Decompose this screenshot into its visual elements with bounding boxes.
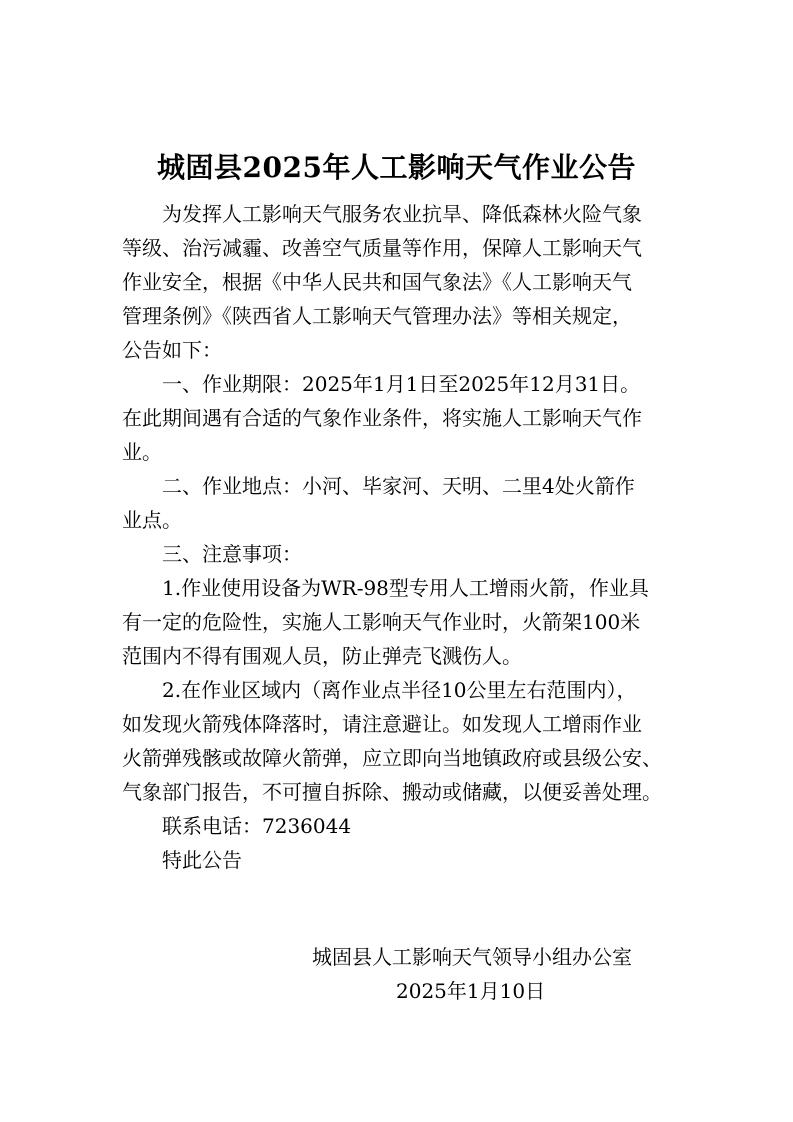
period-line-1: 一、作业期限：2025年1月1日至2025年12月31日。 bbox=[162, 372, 641, 396]
signature-org: 城固县人工影响天气领导小组办公室 bbox=[312, 945, 632, 969]
notice-2-line-3: 火箭弹残骸或故障火箭弹，应立即向当地镇政府或县级公安、 bbox=[122, 746, 662, 770]
intro-line-4: 管理条例》《陕西省人工影响天气管理办法》等相关规定， bbox=[122, 304, 632, 328]
period-line-3: 业。 bbox=[122, 440, 162, 464]
location-line-2: 业点。 bbox=[122, 508, 182, 532]
intro-line-1: 为发挥人工影响天气服务农业抗旱、降低森林火险气象 bbox=[162, 202, 642, 226]
notice-2-line-2: 如发现火箭残体降落时，请注意避让。如发现人工增雨作业 bbox=[122, 712, 642, 736]
notice-1-line-2: 有一定的危险性，实施人工影响天气作业时，火箭架100米 bbox=[122, 610, 641, 634]
notice-2-line-4: 气象部门报告，不可擅自拆除、搬动或储藏，以便妥善处理。 bbox=[122, 780, 662, 804]
contact-phone: 联系电话：7236044 bbox=[162, 814, 352, 838]
notice-1-line-1: 1.作业使用设备为WR-98型专用人工增雨火箭，作业具 bbox=[162, 576, 649, 600]
location-line-1: 二、作业地点：小河、毕家河、天明、二里4处火箭作 bbox=[162, 474, 635, 498]
page-title: 城固县2025年人工影响天气作业公告 bbox=[157, 151, 636, 184]
closing-text: 特此公告 bbox=[162, 848, 242, 872]
intro-line-5: 公告如下： bbox=[122, 338, 222, 362]
notice-heading: 三、注意事项： bbox=[162, 542, 302, 566]
period-line-2: 在此期间遇有合适的气象作业条件，将实施人工影响天气作 bbox=[122, 406, 642, 430]
signature-date: 2025年1月10日 bbox=[396, 979, 546, 1003]
intro-line-3: 作业安全，根据《中华人民共和国气象法》《人工影响天气 bbox=[122, 270, 632, 294]
notice-2-line-1: 2.在作业区域内（离作业点半径10公里左右范围内）， bbox=[162, 678, 637, 702]
notice-1-line-3: 范围内不得有围观人员，防止弹壳飞溅伤人。 bbox=[122, 644, 522, 668]
intro-line-2: 等级、治污减霾、改善空气质量等作用，保障人工影响天气 bbox=[122, 236, 642, 260]
